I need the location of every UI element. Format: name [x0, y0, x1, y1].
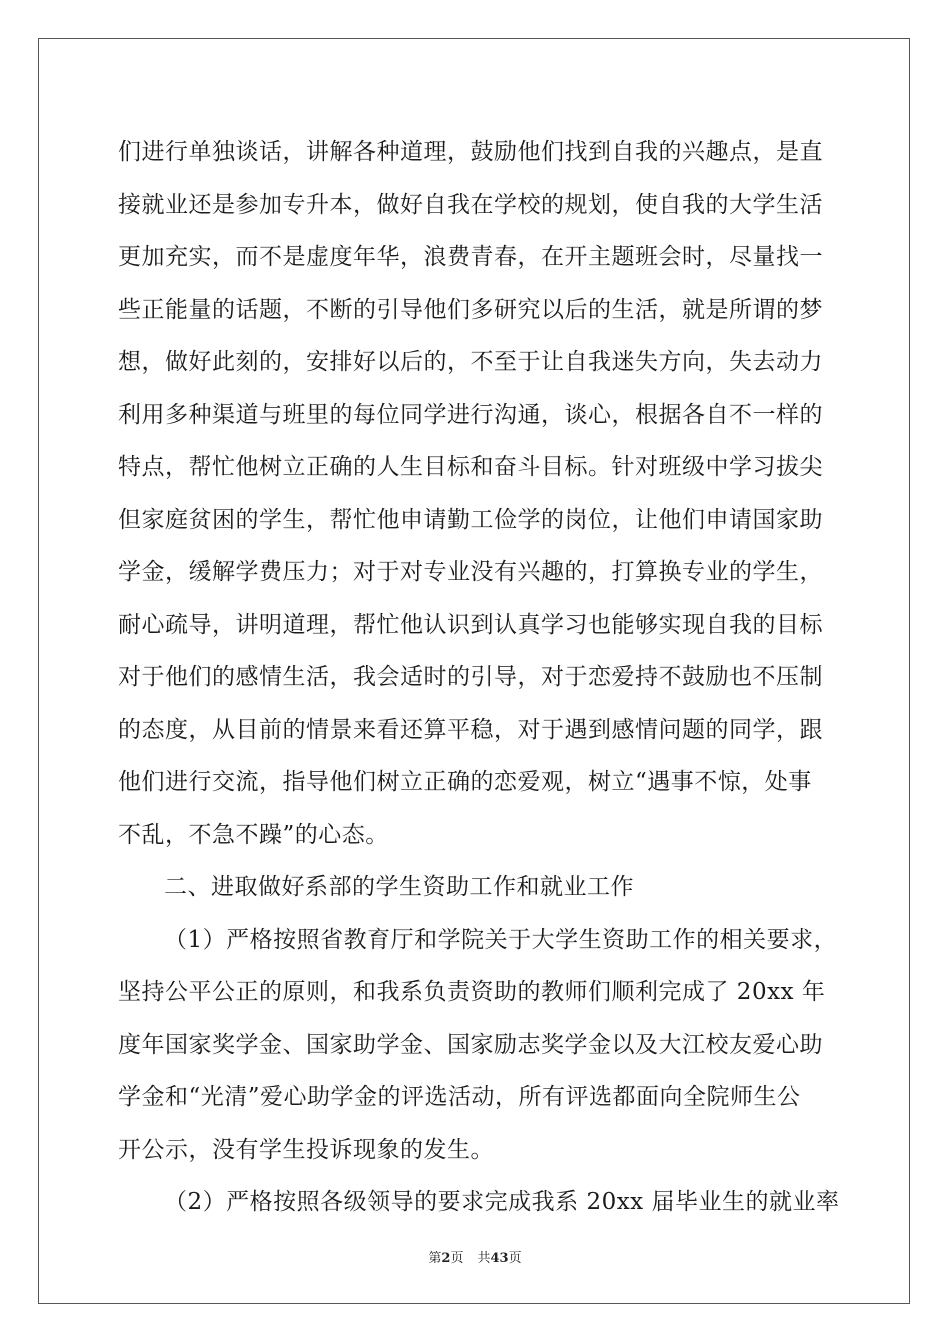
page-footer [0, 1247, 950, 1266]
total-suffix: 页 [508, 1251, 522, 1266]
page-number: 2 [441, 1251, 451, 1266]
text-line: 些正能量的话题，不断的引导他们多研究以后的生活，就是所谓的梦 [118, 296, 823, 323]
document-body [118, 126, 838, 1229]
text-line: 他们进行交流，指导他们树立正确的恋爱观，树立“遇事不惊，处事 [118, 769, 812, 795]
text-line: 利用多种渠道与班里的每位同学进行沟通，谈心，根据各自不一样的 [118, 401, 823, 428]
text-line: （1）严格按照省教育厅和学院关于大学生资助工作的相关要求， [164, 926, 838, 953]
text-line: 的态度，从目前的情景来看还算平稳，对于遇到感情问题的同学，跟 [118, 716, 823, 743]
text-line: 度年国家奖学金、国家助学金、国家励志奖学金以及大江校友爱心助 [118, 1031, 823, 1058]
text-line: 们进行单独谈话，讲解各种道理，鼓励他们找到自我的兴趣点，是直 [118, 139, 823, 165]
text-line: 但家庭贫困的学生，帮忙他申请勤工俭学的岗位，让他们申请国家助 [118, 506, 823, 533]
text-line: 想，做好此刻的，安排好以后的，不至于让自我迷失方向，失去动力 [118, 349, 823, 375]
text-line: 开公示，没有学生投诉现象的发生。 [118, 1136, 494, 1163]
text-line: 二、进取做好系部的学生资助工作和就业工作 [164, 874, 634, 900]
text-line: 学金，缓解学费压力；对于对专业没有兴趣的，打算换专业的学生， [118, 559, 823, 585]
text-line: 更加充实，而不是虚度年华，浪费青春，在开主题班会时，尽量找一 [118, 244, 823, 270]
text-line: 接就业还是参加专升本，做好自我在学校的规划，使自我的大学生活 [118, 191, 823, 218]
text-line: 特点，帮忙他树立正确的人生目标和奋斗目标。针对班级中学习拔尖 [118, 454, 823, 480]
text-line: 学金和“光清”爱心助学金的评选活动，所有评选都面向全院师生公 [118, 1084, 801, 1110]
text-line: 坚持公平公正的原则，和我系负责资助的教师们顺利完成了 20xx 年 [118, 979, 826, 1005]
total-pages: 43 [490, 1251, 509, 1266]
page-suffix: 页 [450, 1251, 464, 1266]
total-prefix: 共 [477, 1251, 491, 1266]
text-line: （2）严格按照各级领导的要求完成我系 20xx 届毕业生的就业率 [164, 1189, 840, 1215]
text-line: 不乱，不急不躁”的心态。 [118, 821, 389, 848]
page-prefix: 第 [428, 1251, 442, 1266]
text-line: 耐心疏导，讲明道理，帮忙他认识到认真学习也能够实现自我的目标 [118, 611, 823, 638]
text-line: 对于他们的感情生活，我会适时的引导，对于恋爱持不鼓励也不压制 [118, 664, 823, 690]
